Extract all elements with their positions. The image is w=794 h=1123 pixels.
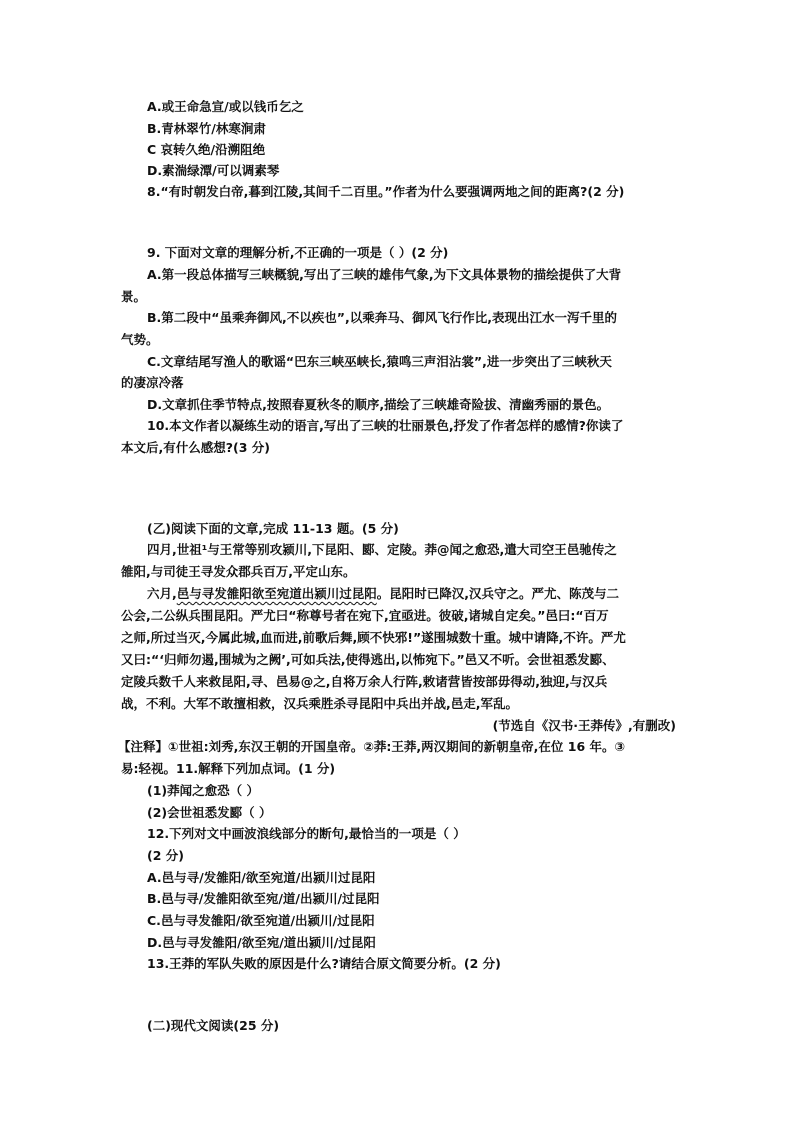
- q9-option-b-line1: B.第二段中“虽乘奔御风,不以疾也”,以乘奔马、御风飞行作比,表现出江水一泻千里的: [147, 310, 617, 325]
- passage-p1-line1: 四月,世祖¹与王常等别攻颍川,下昆阳、郾、定陵。莽@闻之愈恐,遣大司空王邑驰传之: [147, 542, 617, 557]
- q12-option-b: B.邑与寻/发雒阳欲至宛/道/出颍川/过昆阳: [147, 891, 380, 906]
- passage-p2-line6: 战，不利。大军不敢擅相救，汉兵乘胜杀寻昆阳中兵出并战,邑走,军乱。: [121, 696, 518, 711]
- q9-option-c-line2: 的凄凉冷落: [121, 375, 184, 390]
- q12-stem: 12.下列对文中画波浪线部分的断句,最恰当的一项是（ ）: [147, 826, 466, 841]
- wavy-underlined-sentence: 邑与寻发雒阳欲至宛道出颍川过昆阳: [176, 586, 377, 601]
- section-er-heading: (二)现代文阅读(25 分): [147, 1018, 280, 1033]
- q9-option-d: D.文章抓住季节特点,按照春夏秋冬的顺序,描绘了三峡雄奇险拔、清幽秀丽的景色。: [147, 397, 610, 412]
- notes-line2: 易:轻视。11.解释下列加点词。(1 分): [121, 761, 336, 776]
- q12-option-d: D.邑与寻发雒阳/欲至宛/道出颍川/过昆阳: [147, 935, 376, 950]
- q7-option-d: D.素湍绿潭/可以调素琴: [147, 163, 280, 178]
- q11-item2: (2)会世祖悉发郾（ ）: [147, 805, 272, 820]
- passage-p1-line2: 雒阳,与司徒王寻发众郡兵百万,平定山东。: [121, 564, 356, 579]
- passage-p2-line1: [147, 585, 619, 603]
- q8-question: 8.“有时朝发白帝,暮到江陵,其间千二百里。”作者为什么要强调两地之间的距离?(2 分): [147, 184, 625, 199]
- q9-option-a-line1: A.第一段总体描写三峡概貌,写出了三峡的雄伟气象,为下文具体景物的描绘提供了大背: [147, 267, 622, 282]
- q7-option-c: C 哀转久绝/沿溯阻绝: [147, 142, 266, 157]
- passage-p2-line4: 又曰:“‘归师勿遏,围城为之阙’,可如兵法,使得逃出,以怖宛下。”邑又不听。会世祖悉发郾、: [121, 652, 615, 667]
- passage-p2-suffix: 。昆阳时已降汉,汉兵守之。严尤、陈茂与二: [376, 586, 620, 601]
- q11-item1: (1)莽闻之愈恐（ ）: [147, 783, 259, 798]
- section-yi-heading: (乙)阅读下面的文章,完成 11-13 题。(5 分): [147, 521, 399, 536]
- passage-source: (节选自《汉书·王莽传》,有删改): [492, 718, 676, 733]
- q9-option-a-line2: 景。: [121, 289, 147, 304]
- q10-question-line1: 10.本文作者以凝练生动的语言,写出了三峡的壮丽景色,抒发了作者怎样的感情?你读了: [147, 418, 624, 433]
- q12-score: (2 分): [147, 848, 184, 863]
- q7-option-a: A.或王命急宣/或以钱币乞之: [147, 99, 304, 114]
- q10-question-line2: 本文后,有什么感想?(3 分): [121, 440, 270, 455]
- q9-option-c-line1: C.文章结尾写渔人的歌谣“巴东三峡巫峡长,猿鸣三声泪沾裳”,进一步突出了三峡秋天: [147, 354, 612, 369]
- q9-stem: 9. 下面对文章的理解分析,不正确的一项是（ ）(2 分): [147, 245, 449, 260]
- q12-option-c: C.邑与寻发雒阳/欲至宛道/出颍川/过昆阳: [147, 913, 375, 928]
- q7-option-b: B.青林翠竹/林寒涧肃: [147, 121, 266, 136]
- passage-p2-prefix: 六月,: [147, 586, 177, 601]
- passage-p2-line5: 定陵兵数千人来救昆阳,寻、邑易@之,自将万余人行阵,敕诸营皆按部毋得动,独迎,与汉兵: [121, 674, 608, 689]
- q12-option-a: A.邑与寻/发雒阳/欲至宛道/出颍川过昆阳: [147, 870, 376, 885]
- passage-p2-line2: 公会,二公纵兵围昆阳。严尤曰“称尊号者在宛下,宜亟进。彼破,诸城自定矣。”邑曰:“百万: [121, 608, 609, 623]
- q9-option-b-line2: 气势。: [121, 332, 159, 347]
- passage-p2-line3: 之师,所过当灭,今属此城,血而进,前歌后舞,顾不快邪!”遂围城数十重。城中请降,不许。严尤: [121, 630, 626, 645]
- q13-question: 13.王莽的军队失败的原因是什么?请结合原文简要分析。(2 分): [147, 956, 501, 971]
- notes-line1: 【注释】①世祖:刘秀,东汉王朝的开国皇帝。②莽:王莽,两汉期间的新朝皇帝,在位 16 年。③: [118, 739, 626, 754]
